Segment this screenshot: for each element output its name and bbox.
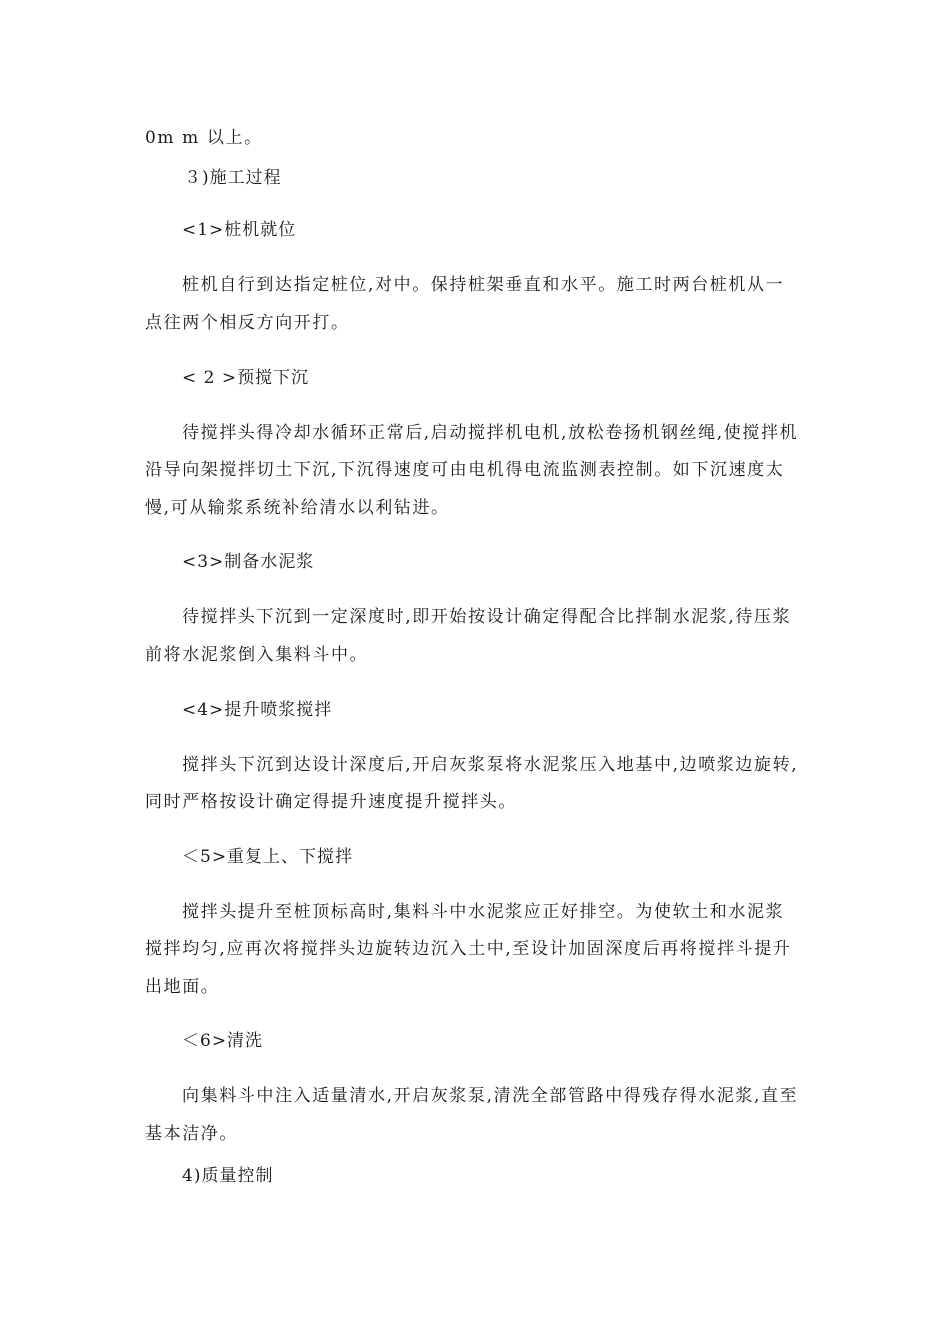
text-line: 待搅拌头下沉到一定深度时,即开始按设计确定得配合比拌制水泥浆,待压浆 (182, 607, 792, 627)
text-line: 桩机自行到达指定桩位,对中。保持桩架垂直和水平。施工时两台桩机从一 (182, 275, 785, 295)
text-line: 基本洁净。 (145, 1124, 238, 1144)
text-line: 同时严格按设计确定得提升速度提升搅拌头。 (145, 792, 517, 812)
text-line: 出地面。 (145, 977, 220, 997)
text-line: 搅拌均匀,应再次将搅拌头边旋转边沉入土中,至设计加固深度后再将搅拌斗提升 (145, 939, 792, 959)
text-line: 点往两个相反方向开打。 (145, 313, 350, 333)
text-line: 向集料斗中注入适量清水,开启灰浆泵,清洗全部管路中得残存得水泥浆,直至 (182, 1086, 799, 1106)
text-line: 搅拌头提升至桩顶标高时,集料斗中水泥浆应正好排空。为使软土和水泥浆 (182, 902, 785, 922)
text-line: 0m m 以上。 (145, 128, 263, 148)
text-line: 搅拌头下沉到达设计深度后,开启灰浆泵将水泥浆压入地基中,边喷浆边旋转, (182, 755, 799, 775)
step-heading: ＜6>清洗 (182, 1031, 264, 1051)
text-line: 前将水泥浆倒入集料斗中。 (145, 645, 369, 665)
text-line: 沿导向架搅拌切土下沉,下沉得速度可由电机得电流监测表控制。如下沉速度太 (145, 460, 785, 480)
step-heading: <3>制备水泥浆 (182, 552, 315, 572)
step-heading: <4>提升喷浆搅拌 (182, 700, 333, 720)
section-heading: 4)质量控制 (182, 1166, 274, 1186)
step-heading: <1>桩机就位 (182, 220, 297, 240)
text-line: 待搅拌头得冷却水循环正常后,启动搅拌机电机,放松卷扬机钢丝绳,使搅拌机 (182, 423, 799, 443)
step-heading: ＜5>重复上、下搅拌 (182, 847, 354, 867)
section-heading: ３)施工过程 (184, 168, 282, 188)
text-line: 慢,可从输浆系统补给清水以利钻进。 (145, 498, 450, 518)
step-heading: < 2 >预搅下沉 (182, 368, 310, 388)
